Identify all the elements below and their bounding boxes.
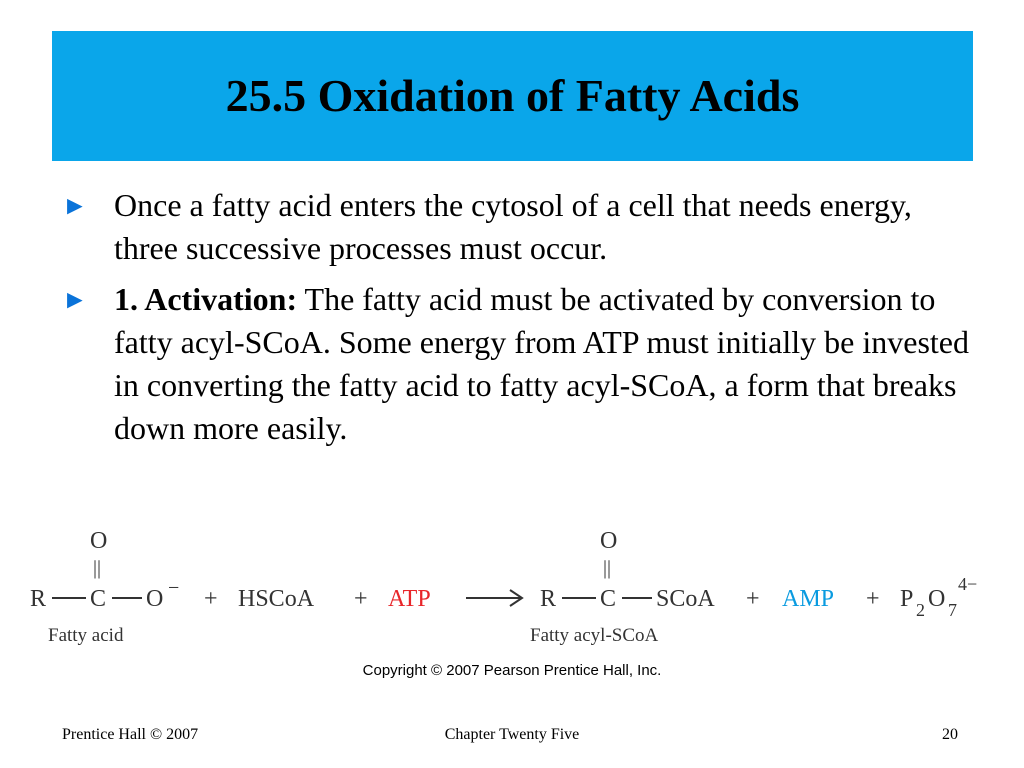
bullet-item-1 [62, 184, 982, 270]
carbonyl-oxygen-right: O [600, 528, 618, 554]
double-bond-left: || [93, 557, 102, 579]
amp-product: AMP [782, 586, 835, 612]
chemical-equation [30, 520, 1000, 660]
carbon-left: C [90, 586, 107, 612]
bullet-arrow-icon: ► [62, 285, 88, 314]
plus-sign: + [354, 586, 368, 612]
pyrophosphate-sub7: 7 [948, 600, 957, 620]
carbon-right: C [600, 586, 617, 612]
plus-sign: + [746, 586, 760, 612]
footer-left: Prentice Hall © 2007 [62, 726, 199, 743]
equation-figure [30, 520, 1000, 660]
pyrophosphate-o: O [928, 586, 946, 612]
negative-charge: − [168, 577, 180, 599]
bullet-text: Once a fatty acid enters the cytosol of a cell that needs energy, three successive processes must occur. [114, 187, 912, 266]
oxygen-anion: O [146, 586, 164, 612]
pyrophosphate-charge: 4− [958, 574, 978, 594]
bullet-list [62, 184, 982, 458]
bullet-bold-lead: 1. Activation: [114, 281, 298, 317]
scoa-group: SCoA [656, 586, 715, 612]
bullet-arrow-icon: ► [62, 191, 88, 220]
copyright-notice: Copyright © 2007 Pearson Prentice Hall, Inc. [362, 662, 662, 679]
plus-sign: + [204, 586, 218, 612]
plus-sign: + [866, 586, 880, 612]
pyrophosphate-sub2: 2 [916, 600, 925, 620]
r-group-left: R [30, 586, 47, 612]
carbonyl-oxygen-left: O [90, 528, 108, 554]
r-group-right: R [540, 586, 557, 612]
double-bond-right: || [603, 557, 612, 579]
bullet-text: The fatty acid must be activated by conversion to fatty acyl-SCoA. Some energy from ATP must initially be invested in converting the fatty acid to fatty acyl-SCoA, a form that breaks down more easily. [114, 281, 969, 446]
slide-title: 25.5 Oxidation of Fatty Acids [225, 70, 800, 121]
pyrophosphate-p: P [900, 586, 914, 612]
label-fatty-acyl-scoa: Fatty acyl-SCoA [530, 625, 659, 646]
atp-reagent: ATP [388, 586, 431, 612]
title-bar [52, 31, 973, 161]
label-fatty-acid: Fatty acid [48, 625, 124, 646]
footer-center: Chapter Twenty Five [444, 726, 580, 743]
hscoa-reagent: HSCoA [238, 586, 315, 612]
page-number: 20 [942, 726, 958, 743]
bullet-item-2 [62, 278, 982, 450]
